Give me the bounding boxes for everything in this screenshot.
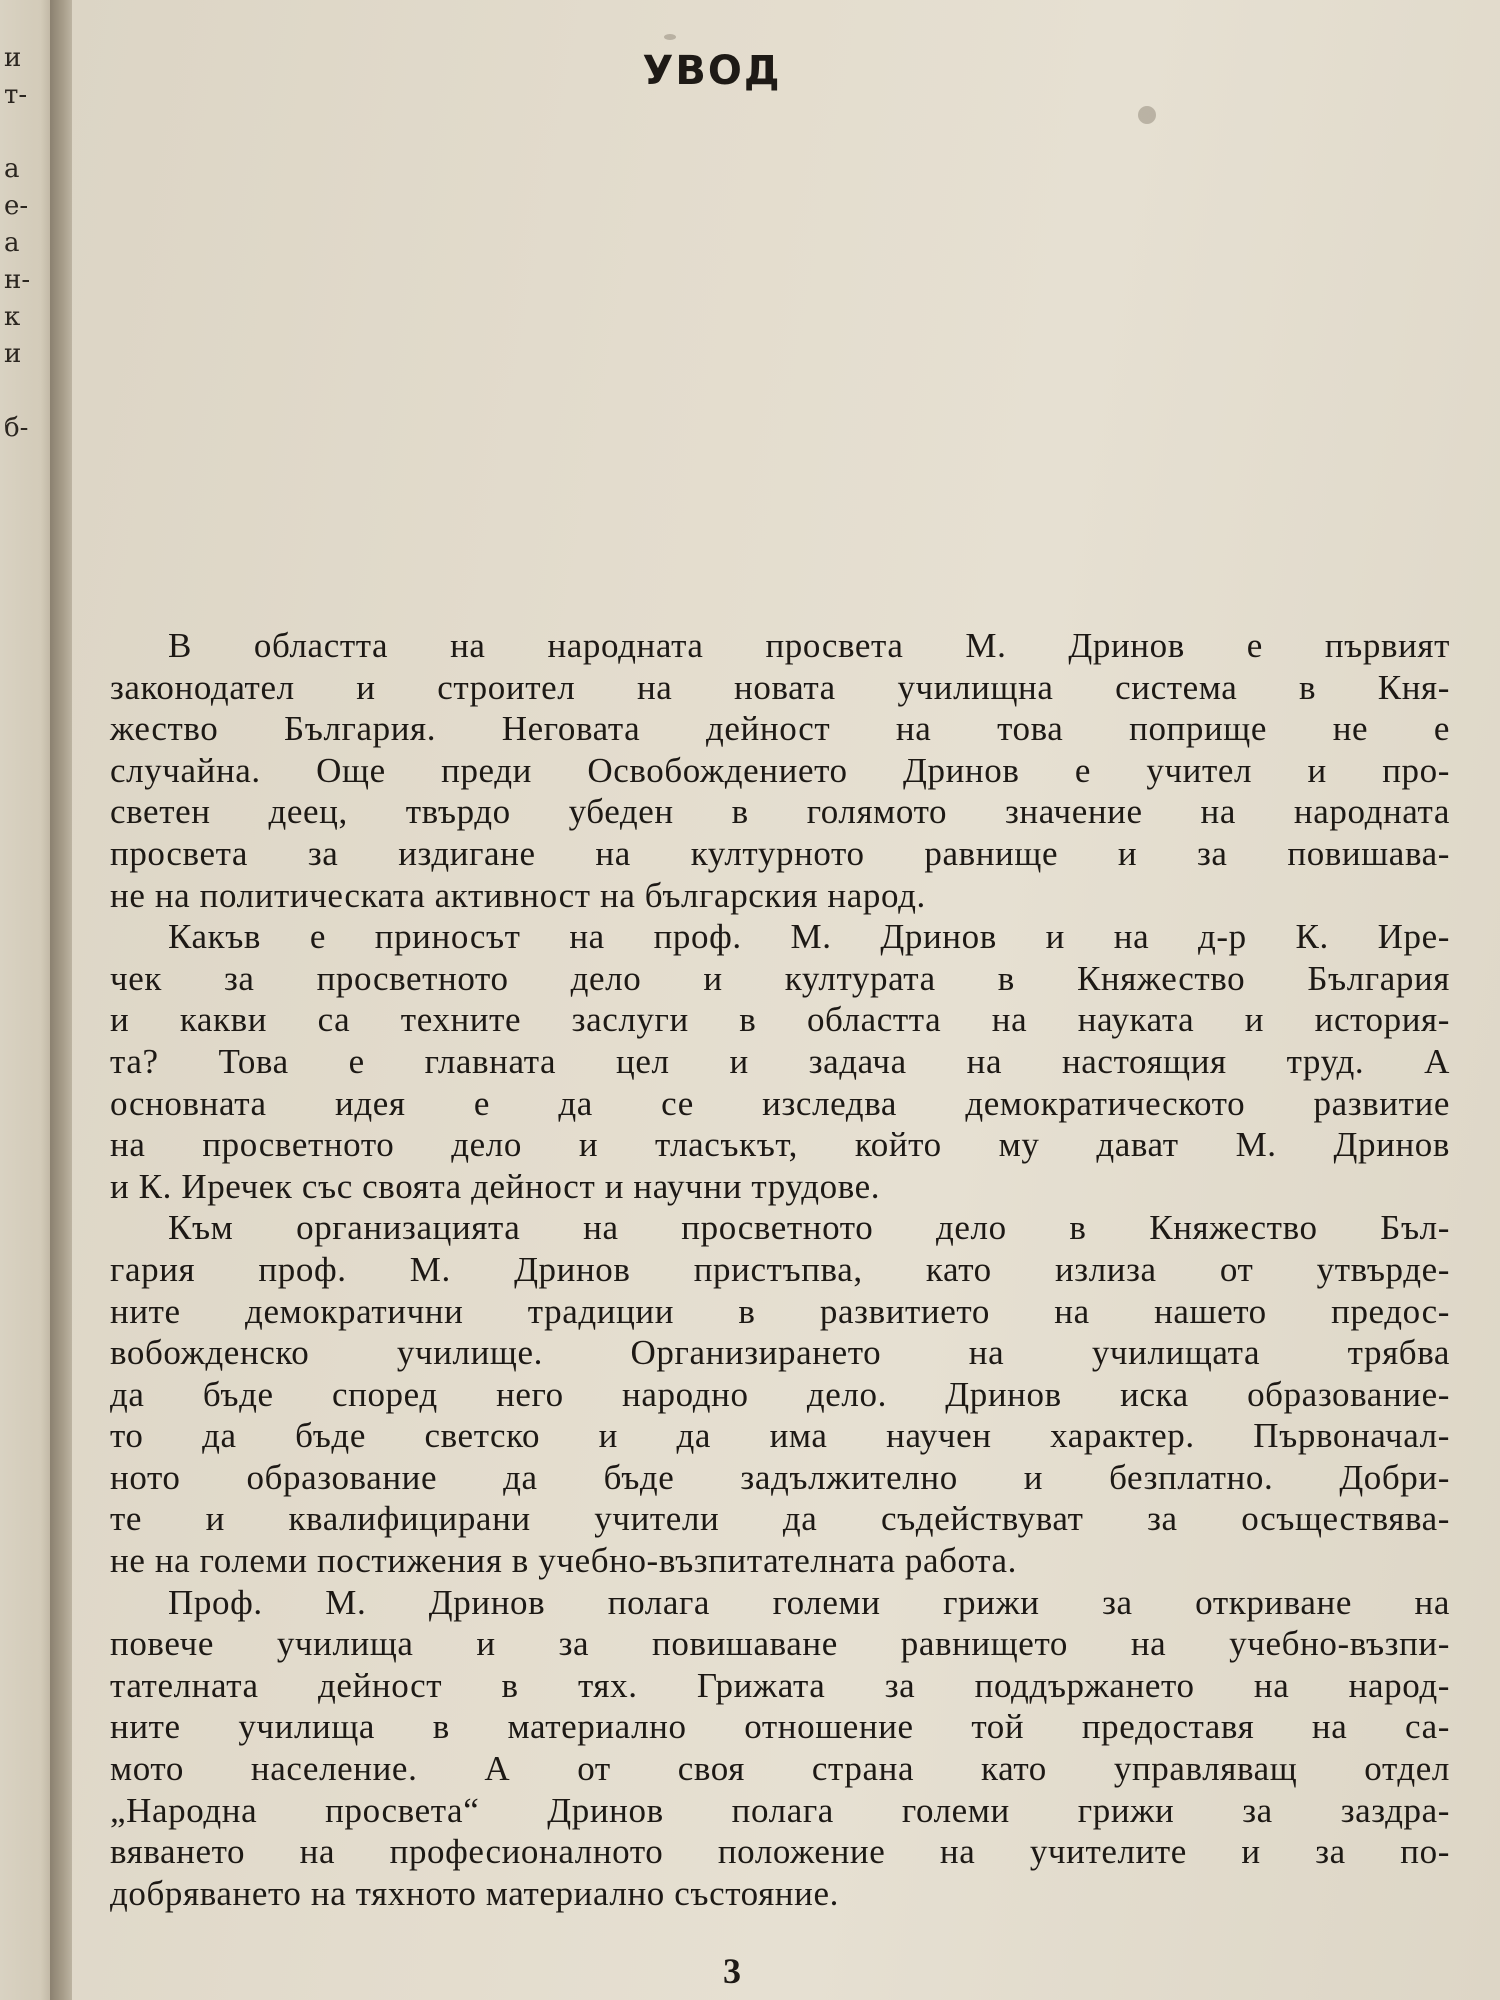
text-line: и К. Иречек със своята дейност и научни трудове. <box>110 1166 881 1206</box>
paper-speck <box>664 34 676 40</box>
text-line: и какви са техните заслуги в областта на науката и история- <box>110 1000 1450 1040</box>
text-line: то да бъде светско и да има научен характер. Първоначал- <box>110 1416 1450 1456</box>
text-line: на просветното дело и тласъкът, който му дават М. Дринов <box>110 1125 1450 1165</box>
body-text <box>110 625 1450 1914</box>
text-line: основната идея е да се изследва демократическото развитие <box>110 1083 1450 1123</box>
text-line: добряването на тяхното материално състояние. <box>110 1873 839 1913</box>
text-line: светен деец, твърдо убеден в голямото значение на народната <box>110 792 1450 832</box>
fragment: а <box>4 228 20 258</box>
text-line: Какъв е приносът на проф. М. Дринов и на д-р К. Ире- <box>168 917 1450 957</box>
text-line: да бъде според него народно дело. Дринов иска образование- <box>110 1374 1450 1414</box>
text-line: те и квалифицирани учители да съдействуват за осъществява- <box>110 1499 1450 1539</box>
fragment: н- <box>4 265 31 295</box>
fragment: т- <box>4 80 28 110</box>
text-line: мото население. А от своя страна като управляващ отдел <box>110 1749 1450 1789</box>
text-line: „Народна просвета“ Дринов полага големи грижи за заздра- <box>110 1790 1450 1830</box>
text-line: не на политическата активност на българския народ. <box>110 875 926 915</box>
fragment: а <box>4 154 20 184</box>
text-line: та? Това е главната цел и задача на настоящия труд. А <box>110 1041 1450 1081</box>
text-line: тателната дейност в тях. Грижата за поддържането на народ- <box>110 1665 1450 1705</box>
page-number: 3 <box>723 1951 741 1991</box>
fragment <box>4 114 44 151</box>
text-line: ното образование да бъде задължително и безплатно. Добри- <box>110 1457 1450 1497</box>
fragment: и <box>4 43 22 73</box>
page-title: УВОД <box>642 48 782 94</box>
text-line: ните училища в материално отношение той предоставя на са- <box>110 1707 1450 1747</box>
book-page <box>72 0 1500 2000</box>
fragment: е- <box>4 191 29 221</box>
text-line: просвета за издигане на културното равнище и за повишава- <box>110 833 1450 873</box>
text-line: вобожденско училище. Организирането на училищата трябва <box>110 1333 1450 1373</box>
text-line: не на големи постижения в учебно-възпитателната работа. <box>110 1541 1017 1581</box>
text-line: В областта на народната просвета М. Дринов е първият <box>168 626 1450 665</box>
text-line: повече училища и за повишаване равнището на учебно-възпи- <box>110 1624 1450 1664</box>
text-line: жество България. Неговата дейност на това поприще не е <box>110 709 1450 749</box>
fragment: и <box>4 339 22 369</box>
text-line: ните демократични традиции в развитието на нашето предос- <box>110 1291 1450 1331</box>
facing-page-fragments <box>4 40 44 447</box>
text-line: вяването на професионалното положение на учителите и за по- <box>110 1832 1450 1872</box>
fragment <box>4 373 44 410</box>
fragment: б- <box>4 413 29 443</box>
text-line: случайна. Още преди Освобождението Дринов е учител и про- <box>110 750 1450 790</box>
text-line: Проф. М. Дринов полага големи грижи за откриване на <box>168 1582 1450 1622</box>
paper-speck <box>1138 106 1156 124</box>
text-line: чек за просветното дело и културата в Княжество България <box>110 958 1450 998</box>
text-line: Към организацията на просветното дело в Княжество Бъл- <box>168 1208 1450 1248</box>
fragment: к <box>4 302 21 332</box>
text-line: гария проф. М. Дринов пристъпва, като излиза от утвърде- <box>110 1249 1450 1289</box>
text-line: законодател и строител на новата училищна система в Кня- <box>110 667 1450 707</box>
